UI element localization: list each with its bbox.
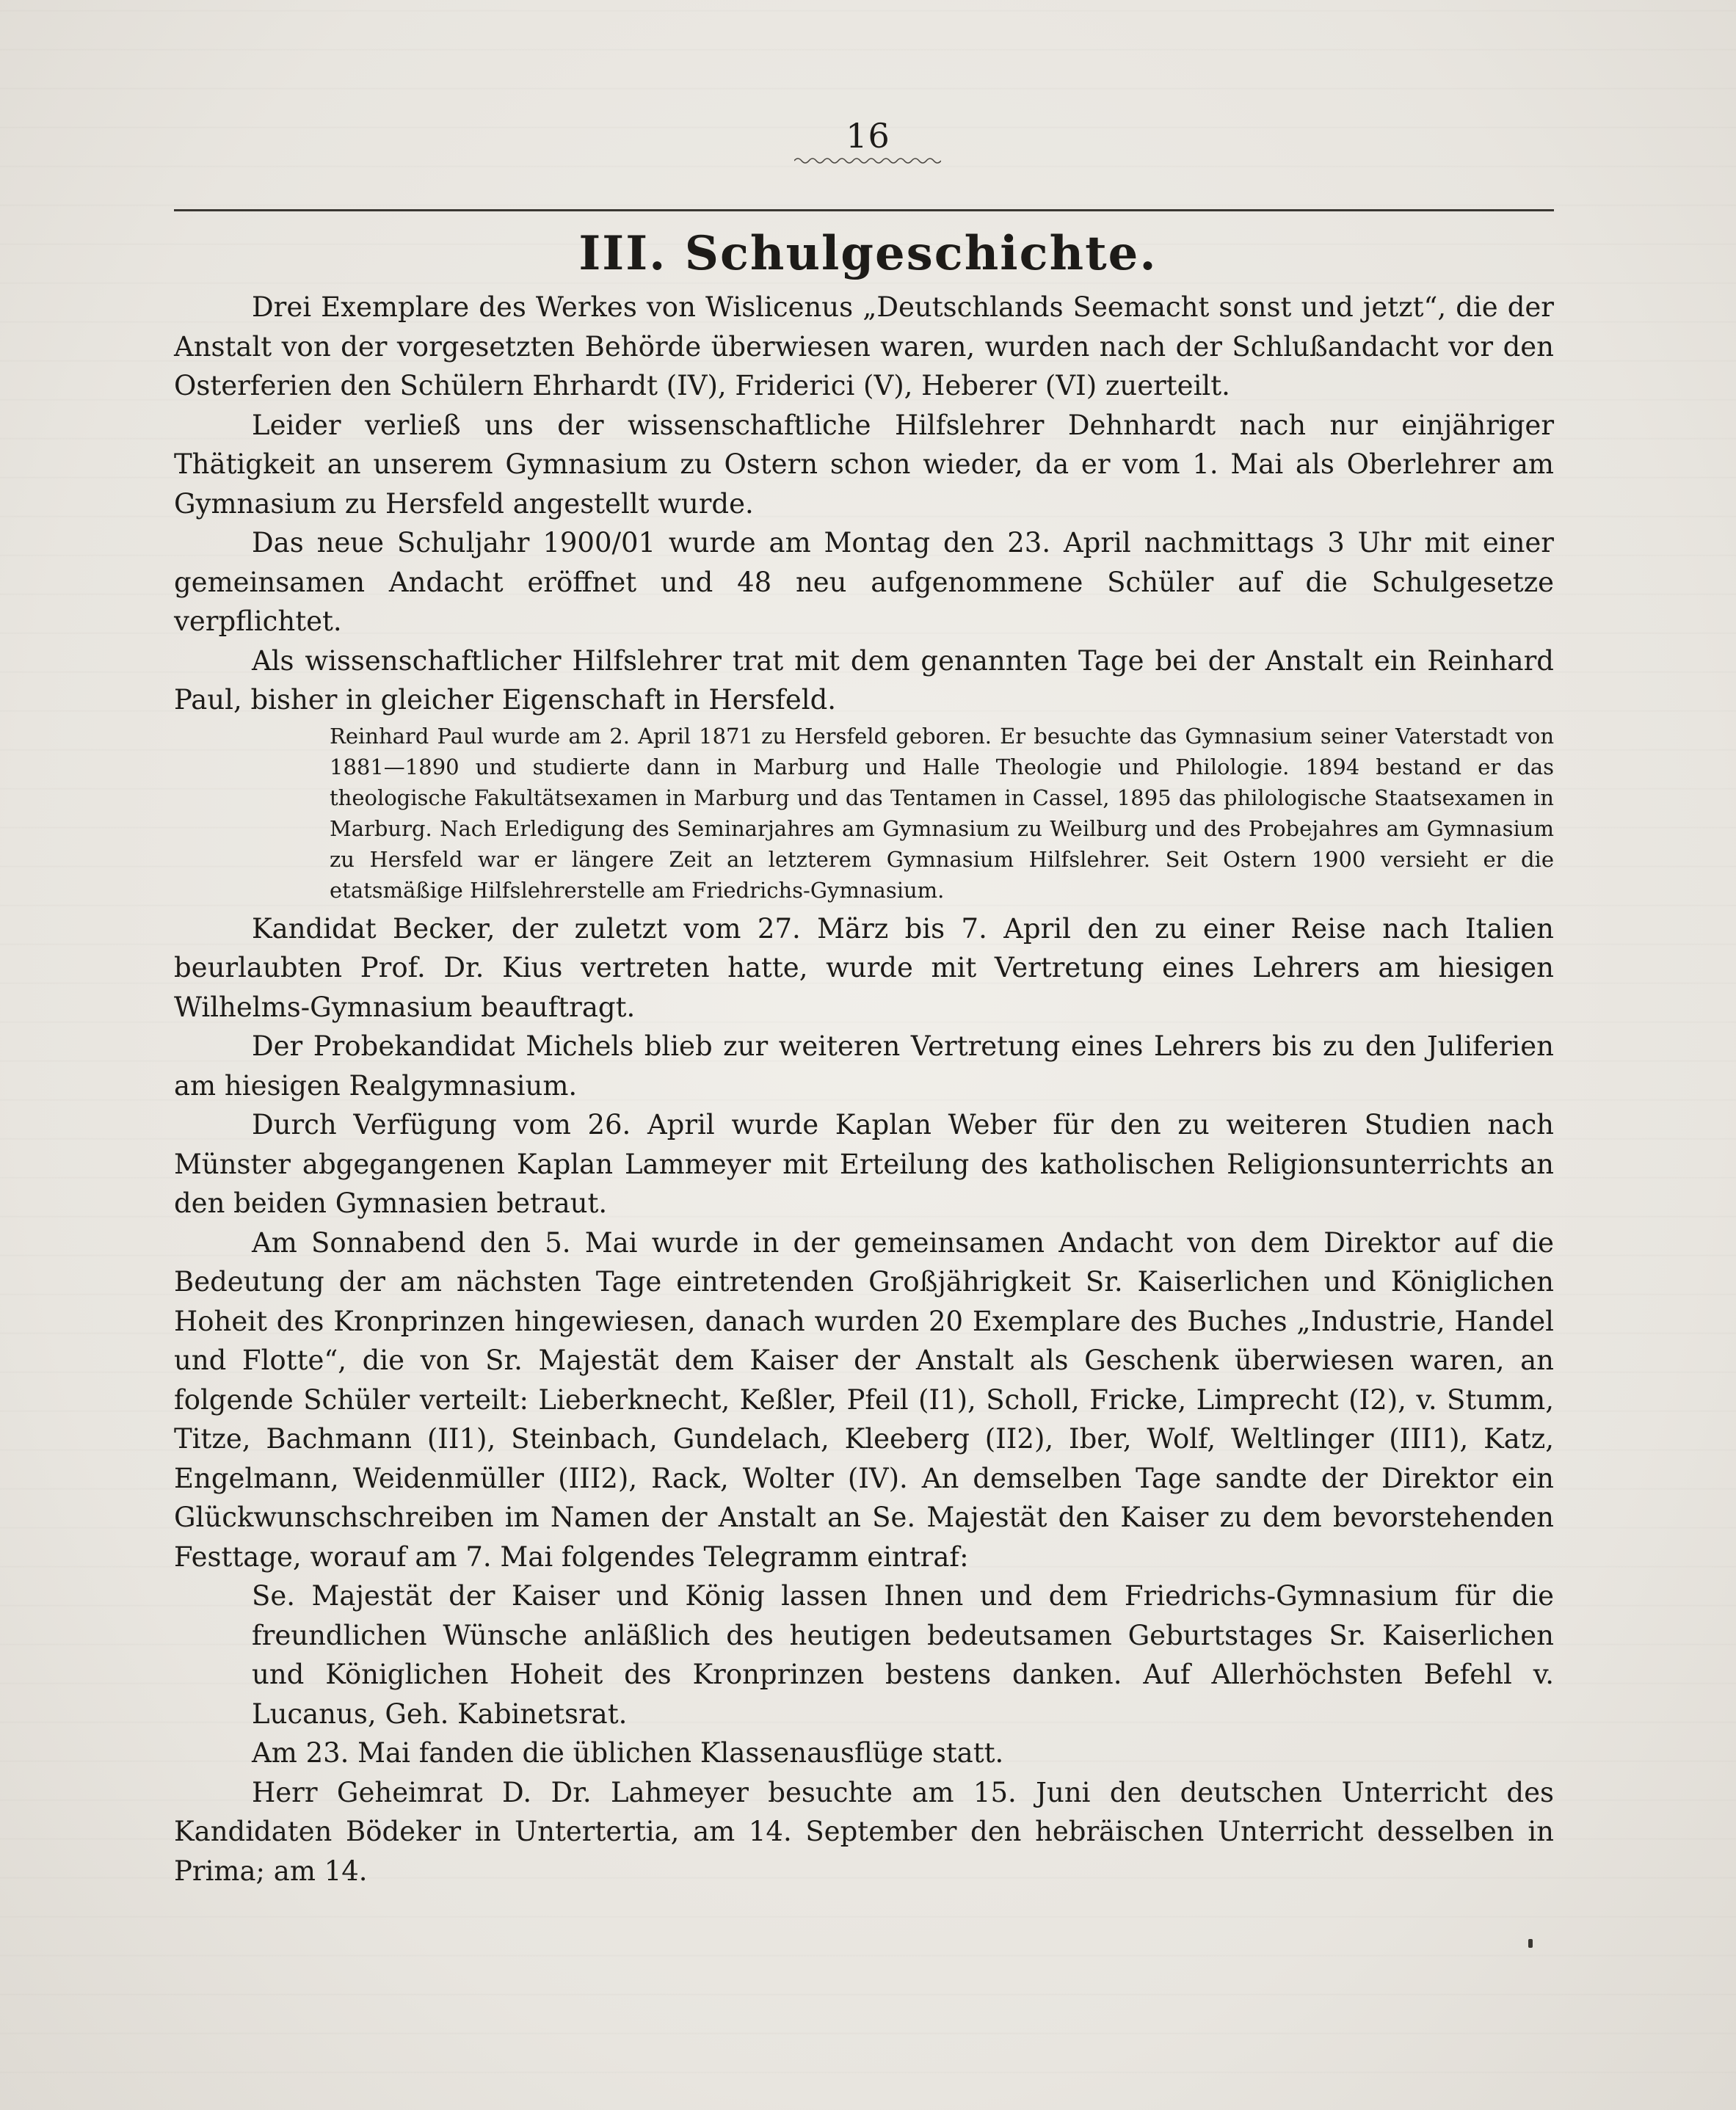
ink-mark xyxy=(1528,1939,1533,1948)
section-heading: III. Schulgeschichte. xyxy=(578,226,1158,281)
paragraph-paul: Als wissenschaftlicher Hilfslehrer trat mit dem genannten Tage bei der Anstalt ein Reinhard Paul, bisher in gleicher Eigenschaft in Hersfeld. xyxy=(174,644,1554,716)
paragraph-becker: Kandidat Becker, der zuletzt vom 27. März bis 7. April den zu einer Reise nach Italien beurlaubten Prof. Dr. Kius vertreten hatte, wurde mit Vertretung eines Lehrers am hiesigen Wilhelms-Gymnasium beauftragt. xyxy=(174,912,1554,1023)
paragraph-lahmeyer: Herr Geheimrat D. Dr. Lahmeyer besuchte am 15. Juni den deutschen Unterricht des Kandidaten Bödeker in Untertertia, am 14. September den hebräischen Unterricht desselben in Prima; am 14. xyxy=(174,1776,1554,1887)
paragraph-schuljahr: Das neue Schuljahr 1900/01 wurde am Montag den 23. April nachmittags 3 Uhr mit einer gemeinsamen Andacht eröffnet und 48 neu aufgenommene Schüler auf die Schulgesetze verpflichtet. xyxy=(174,527,1554,637)
paragraph-klassenausfluege: Am 23. Mai fanden die üblichen Klassenausflüge statt. xyxy=(252,1737,1004,1769)
wavy-rule-ornament xyxy=(794,156,941,166)
paragraph-dehnhardt: Leider verließ uns der wissenschaftliche Hilfslehrer Dehnhardt nach nur einjähriger Thätigkeit an unserem Gymnasium zu Ostern schon wieder, da er vom 1. Mai als Oberlehrer am Gymnasium zu Hersfeld angestellt wurde. xyxy=(174,409,1554,520)
header-rule xyxy=(174,209,1554,211)
paragraph-kronprinz: Am Sonnabend den 5. Mai wurde in der gemeinsamen Andacht von dem Direktor auf die Bedeutung der am nächsten Tage eintretenden Großjährigkeit Sr. Kaiserlichen und Königlichen Hoheit des Kronprinzen hingewiesen, danach wurden 20 Exemplare des Buches „Industrie, Handel und Flotte“, die von Sr. Majestät dem Kaiser der Anstalt als Geschenk überwiesen waren, an folgende Schüler verteilt: Lieberknecht, Keßler, Pfeil (I1), Scholl, Fricke, Limprecht (I2), v. Stumm, Titze, Bachmann (II1), Steinbach, Gundelach, Kleeberg (II2), Iber, Wolf, Weltlinger (III1), Katz, Engelmann, Weidenmüller (III2), Rack, Wolter (IV). An demselben Tage sandte der Direktor ein Glückwunschschreiben im Namen der Anstalt an Se. Majestät den Kaiser zu dem bevorstehenden Festtage, worauf am 7. Mai folgendes Telegramm eintraf: xyxy=(174,1226,1554,1573)
body-text xyxy=(174,288,1554,1891)
paragraph-wislicenus: Drei Exemplare des Werkes von Wislicenus „Deutschlands Seemacht sonst und jetzt“, die der Anstalt von der vorgesetzten Behörde überwiesen waren, wurden nach der Schlußandacht vor den Osterferien den Schülern Ehrhardt (IV), Friderici (V), Heberer (VI) zuerteilt. xyxy=(174,291,1554,401)
paragraph-michels: Der Probekandidat Michels blieb zur weiteren Vertretung eines Lehrers bis zu den Juliferien am hiesigen Realgymnasium. xyxy=(174,1030,1554,1102)
biography-note-paul: Reinhard Paul wurde am 2. April 1871 zu Hersfeld geboren. Er besuchte das Gymnasium seiner Vaterstadt von 1881—1890 und studierte dann in Marburg und Halle Theologie und Philologie. 1894 bestand er das theologische Fakultätsexamen in Marburg und das Tentamen in Cassel, 1895 das philologische Staatsexamen in Marburg. Nach Erledigung des Seminarjahres am Gymnasium zu Weilburg und des Probejahres am Gymnasium zu Hersfeld war er längere Zeit an letzterem Gymnasium Hilfslehrer. Seit Ostern 1900 versieht er die etatsmäßige Hilfslehrerstelle am Friedrichs-Gymnasium. xyxy=(330,723,1554,903)
telegram-text: Se. Majestät der Kaiser und König lassen Ihnen und dem Friedrichs-Gymnasium für die freundlichen Wünsche anläßlich des heutigen bedeutsamen Geburtstages Sr. Kaiserlichen und Königlichen Hoheit des Kronprinzen bestens danken. Auf Allerhöchsten Befehl v. Lucanus, Geh. Kabinetsrat. xyxy=(252,1580,1554,1730)
paragraph-weber: Durch Verfügung vom 26. April wurde Kaplan Weber für den zu weiteren Studien nach Münster abgegangenen Kaplan Lammeyer mit Erteilung des katholischen Religionsunterrichts an den beiden Gymnasien betraut. xyxy=(174,1109,1554,1219)
page-number: 16 xyxy=(846,116,890,156)
